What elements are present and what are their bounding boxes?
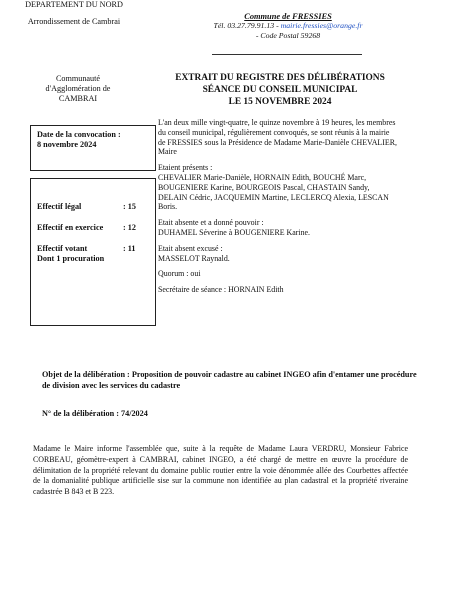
- procuration-count: Dont 1 procuration: [37, 254, 105, 263]
- seance-intro: L'an deux mille vingt-quatre, le quinze novembre à 19 heures, les membres du conseil municipal, régulièrement convoqués, se sont réunis à la mairie de FRESSIES sous la Présidence de Madame Marie-Danièle CHEVALIER, Maire: [158, 118, 397, 157]
- title-line-1: EXTRAIT DU REGISTRE DES DÉLIBÉRATIONS: [175, 73, 385, 83]
- seance-details: [158, 118, 398, 301]
- effectif-legal: [37, 202, 145, 212]
- header-right: [188, 12, 388, 41]
- objet-deliberation: Objet de la délibération : Proposition de pouvoir cadastre au cabinet INGEO afin d'entamer une procédure de division avec les services du cadastre: [42, 370, 417, 390]
- convocation-date: 8 novembre 2024: [37, 140, 97, 149]
- secretaire: Secrétaire de séance : HORNAIN Edith: [158, 285, 284, 295]
- header-left: [18, 0, 130, 34]
- arrondissement-name: Arrondissement de Cambrai: [27, 17, 121, 26]
- department-name: DEPARTEMENT DU NORD: [25, 0, 123, 9]
- effectif-votant-value: : 11: [123, 244, 136, 253]
- pouvoir-label: Etait absente et a donné pouvoir :: [158, 218, 264, 228]
- document-title: [165, 72, 395, 108]
- presents-label: Etaient présents :: [158, 163, 213, 173]
- quorum: Quorum : oui: [158, 269, 201, 279]
- commune-title: Commune de FRESSIES: [244, 12, 332, 21]
- header-divider: [212, 54, 362, 55]
- email-link[interactable]: mairie.fressies@orange.fr: [280, 21, 363, 30]
- excuse-detail: MASSELOT Raynald.: [158, 253, 230, 263]
- contact-line: [188, 21, 388, 31]
- effectif-legal-label: Effectif légal: [37, 202, 82, 211]
- effectif-exercice: [37, 223, 145, 233]
- presents-list: CHEVALIER Marie-Danièle, HORNAIN Edith, BOUCHÉ Marc, BOUGENIERE Karine, BOURGEOIS Pascal, CHASTAIN Sandy, DELAIN Cédric, JACQUEMIN Martine, LECLERCQ Alexia, LESCAN Boris.: [158, 172, 389, 212]
- numero-deliberation: N° de la délibération : 74/2024: [42, 409, 148, 418]
- effectif-votant: [37, 244, 145, 254]
- contact-separator: -: [274, 21, 281, 30]
- phone-number: Tél. 03.27.79.91.13: [213, 21, 275, 30]
- title-line-2: SÉANCE DU CONSEIL MUNICIPAL: [202, 85, 358, 95]
- effectif-exercice-label: Effectif en exercice: [37, 223, 104, 232]
- excuse-label: Etait absent excusé :: [158, 243, 223, 253]
- postal-code: - Code Postal 59268: [255, 31, 321, 40]
- title-line-3: LE 15 NOVEMBRE 2024: [228, 97, 332, 107]
- convocation-label: Date de la convocation :: [37, 130, 121, 139]
- body-paragraph: Madame le Maire informe l'assemblée que, suite à la requête de Madame Laura VERDRU, Monsieur Fabrice CORBEAU, géomètre-expert à CAMBRAI, cabinet INGEO, a été chargé de mettre en œuvre la procédure de délimitation de la propriété relevant du domaine public routier entre la voie dénommée allée des Courbettes affectée de la domanialité publique artificielle sise sur la commune non identifiée au plan cadastral et la propriété riveraine cadastrée B 843 et B 223.: [33, 444, 408, 497]
- communaute-name: Communauté d'Agglomération de CAMBRAI: [45, 74, 111, 103]
- effectif-votant-label: Effectif votant: [37, 244, 88, 253]
- effectif-exercice-value: : 12: [123, 223, 136, 232]
- effectifs-box: [30, 178, 156, 326]
- effectif-legal-value: : 15: [123, 202, 136, 211]
- convocation-box: [30, 125, 156, 171]
- pouvoir-detail: DUHAMEL Séverine à BOUGENIERE Karine.: [158, 227, 311, 237]
